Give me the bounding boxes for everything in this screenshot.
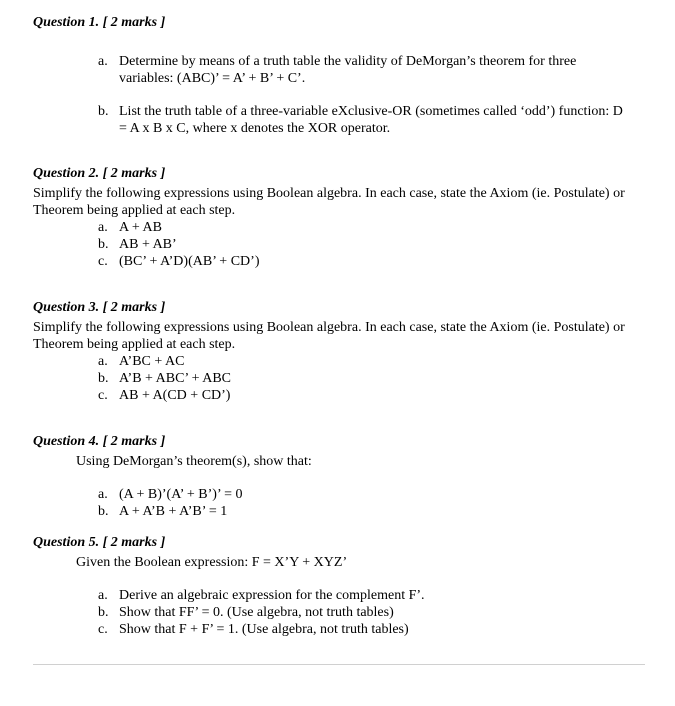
item-label: c. [98, 254, 108, 269]
item-label: c. [98, 388, 108, 403]
item-label: a. [98, 487, 108, 502]
question-4 [33, 433, 643, 520]
item-label: c. [98, 622, 108, 637]
item-text: Show that FF’ = 0. (Use algebra, not truth tables) [119, 605, 394, 620]
question-3-intro: Simplify the following expressions using Boolean algebra. In each case, state the Axiom (ie. Postulate) or Theorem being applied at each step. [33, 320, 625, 352]
item-text: Derive an algebraic expression for the complement F’. [119, 588, 425, 603]
question-2-item-c [33, 253, 643, 270]
question-5-intro: Given the Boolean expression: F = X’Y + XYZ’ [76, 555, 348, 570]
question-2-item-b [33, 236, 643, 253]
question-5-item-a [33, 587, 643, 604]
item-label: b. [98, 237, 109, 252]
question-5-item-b [33, 604, 643, 621]
question-4-title: Question 4. [ 2 marks ] [33, 434, 166, 449]
question-3-title: Question 3. [ 2 marks ] [33, 300, 166, 315]
item-text: A’BC + AC [119, 354, 185, 369]
question-4-item-a [33, 486, 643, 503]
question-2-title: Question 2. [ 2 marks ] [33, 166, 166, 181]
question-4-items [33, 486, 643, 520]
item-label: a. [98, 54, 108, 69]
item-text: A’B + ABC’ + ABC [119, 371, 231, 386]
item-label: a. [98, 354, 108, 369]
item-text: (A + B)’(A’ + B’)’ = 0 [119, 487, 243, 502]
question-5-items [33, 587, 643, 638]
question-1-item-b [33, 103, 643, 137]
item-text: AB + AB’ [119, 237, 177, 252]
item-label: a. [98, 220, 108, 235]
question-1-items [33, 53, 643, 137]
item-label: b. [98, 371, 109, 386]
question-2 [33, 165, 643, 270]
question-3-item-a [33, 353, 643, 370]
item-label: b. [98, 605, 109, 620]
question-2-items [33, 219, 643, 270]
question-1-item-a [33, 53, 643, 87]
footer-divider [33, 664, 645, 665]
question-5-item-c [33, 621, 643, 638]
item-label: b. [98, 104, 109, 119]
item-text: AB + A(CD + CD’) [119, 388, 231, 403]
question-2-intro: Simplify the following expressions using Boolean algebra. In each case, state the Axiom (ie. Postulate) or Theorem being applied at each step. [33, 186, 625, 218]
item-text: A + AB [119, 220, 162, 235]
item-text: A + A’B + A’B’ = 1 [119, 504, 228, 519]
question-5-title: Question 5. [ 2 marks ] [33, 535, 166, 550]
item-label: a. [98, 588, 108, 603]
item-text: (BC’ + A’D)(AB’ + CD’) [119, 254, 260, 269]
item-label: b. [98, 504, 109, 519]
question-2-item-a [33, 219, 643, 236]
item-text: Determine by means of a truth table the validity of DeMorgan’s theorem for three variables: (ABC)’ = A’ + B’ + C’. [119, 54, 577, 86]
question-5 [33, 534, 643, 638]
question-1-title: Question 1. [ 2 marks ] [33, 15, 166, 30]
item-text: Show that F + F’ = 1. (Use algebra, not truth tables) [119, 622, 409, 637]
question-3-item-b [33, 370, 643, 387]
question-4-intro: Using DeMorgan’s theorem(s), show that: [76, 454, 312, 469]
question-3 [33, 299, 643, 404]
question-4-item-b [33, 503, 643, 520]
question-3-items [33, 353, 643, 404]
item-text: List the truth table of a three-variable eXclusive-OR (sometimes called ‘odd’) function: D = A x B x C, where x denotes the XOR operator. [119, 104, 623, 136]
question-3-item-c [33, 387, 643, 404]
question-1 [33, 14, 643, 137]
